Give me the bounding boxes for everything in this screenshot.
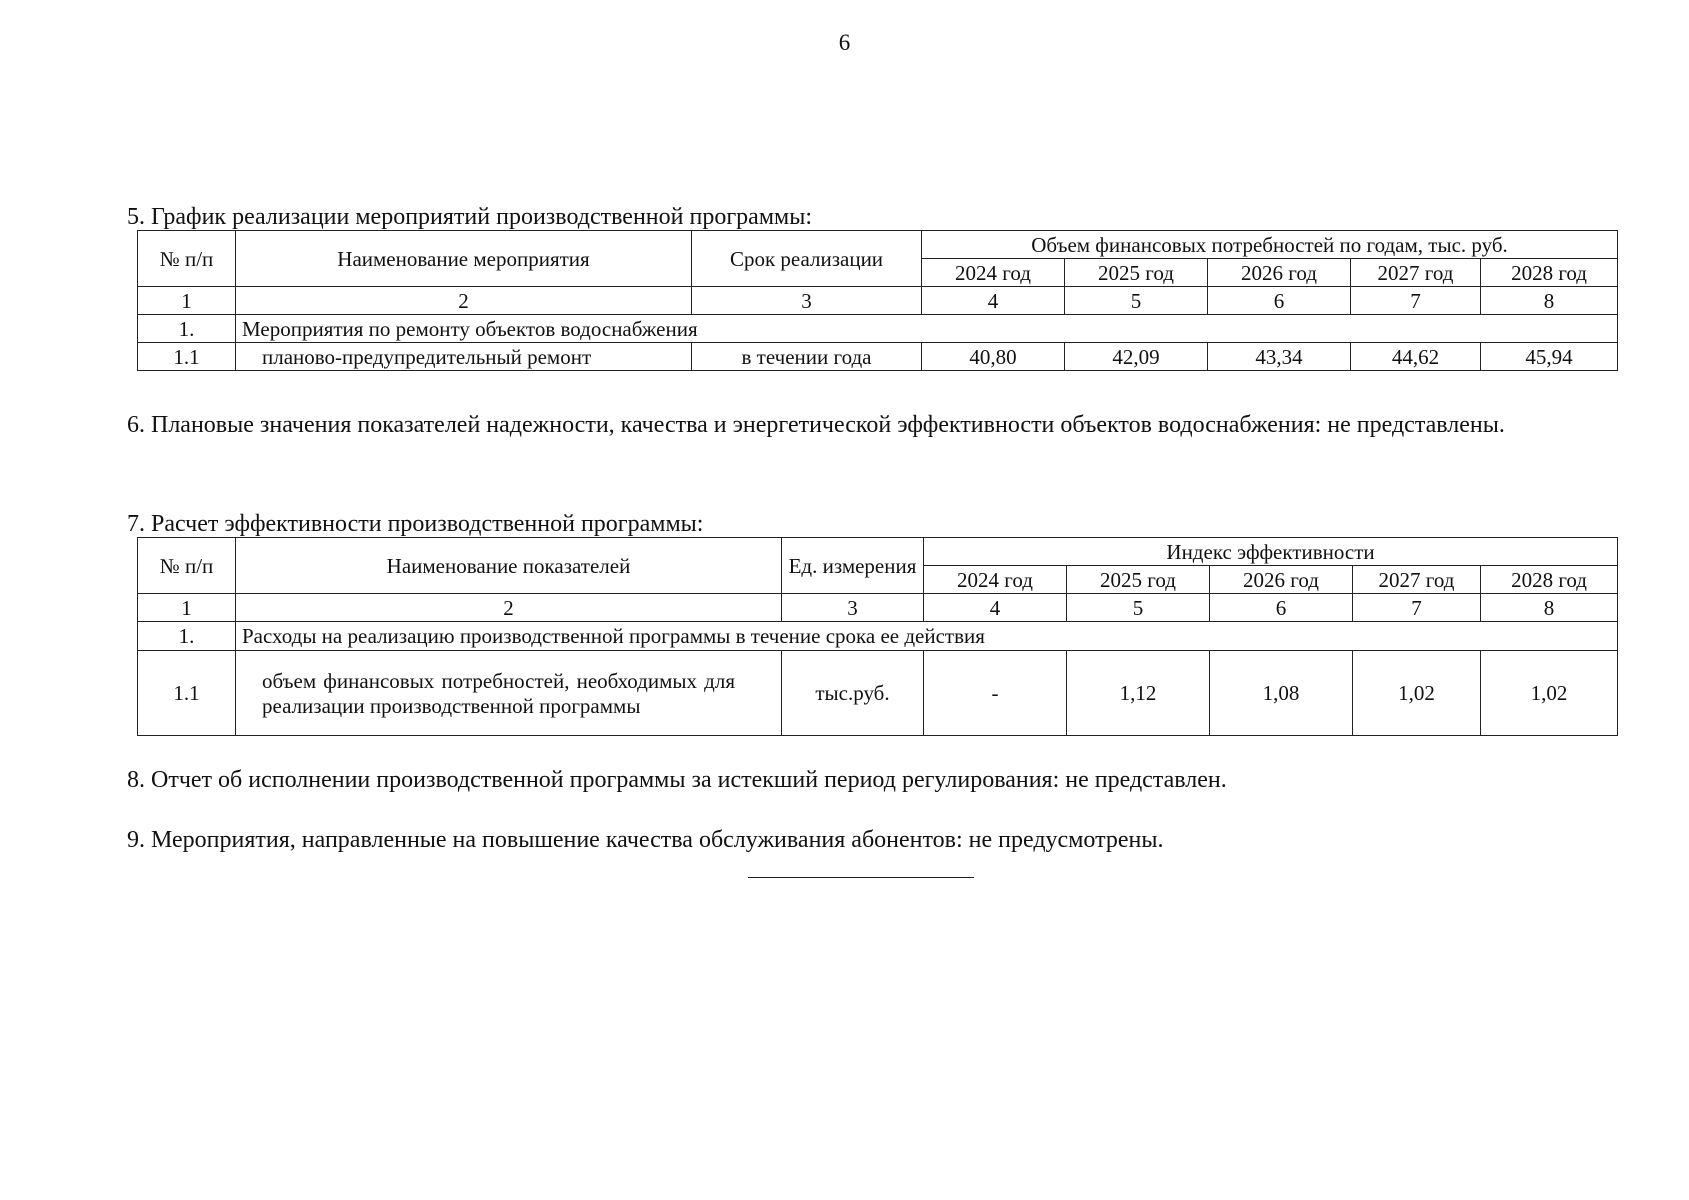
header-num: № п/п bbox=[138, 538, 236, 594]
header-year: 2027 год bbox=[1353, 566, 1481, 594]
column-number: 1 bbox=[138, 594, 236, 622]
column-number: 3 bbox=[782, 594, 924, 622]
item-name: объем финансовых потребностей, необходимых для реализации производственной программы bbox=[236, 651, 782, 736]
header-year: 2024 год bbox=[924, 566, 1067, 594]
section5-title: 5. График реализации мероприятий производственной программы: bbox=[127, 204, 812, 230]
item-value: 42,09 bbox=[1065, 343, 1208, 371]
section9-text: 9. Мероприятия, направленные на повышение качества обслуживания абонентов: не предусмотрены. bbox=[127, 827, 1164, 853]
item-value: 1,02 bbox=[1481, 651, 1618, 736]
item-name: планово-предупредительный ремонт bbox=[236, 343, 692, 371]
section7-title: 7. Расчет эффективности производственной программы: bbox=[127, 511, 704, 537]
efficiency-table bbox=[137, 537, 1618, 736]
header-year: 2028 год bbox=[1481, 259, 1618, 287]
column-number: 6 bbox=[1210, 594, 1353, 622]
group-row bbox=[138, 622, 1618, 651]
header-name: Наименование показателей bbox=[236, 538, 782, 594]
group-num: 1. bbox=[138, 622, 236, 651]
header-year: 2026 год bbox=[1208, 259, 1351, 287]
item-value: 44,62 bbox=[1351, 343, 1481, 371]
header-year: 2028 год bbox=[1481, 566, 1618, 594]
header-year: 2025 год bbox=[1065, 259, 1208, 287]
column-number: 2 bbox=[236, 594, 782, 622]
header-volume: Объем финансовых потребностей по годам, тыс. руб. bbox=[922, 231, 1618, 259]
header-year: 2025 год bbox=[1067, 566, 1210, 594]
item-unit: тыс.руб. bbox=[782, 651, 924, 736]
end-divider bbox=[748, 877, 974, 878]
item-num: 1.1 bbox=[138, 343, 236, 371]
item-value: 43,34 bbox=[1208, 343, 1351, 371]
column-number: 8 bbox=[1481, 594, 1618, 622]
header-num: № п/п bbox=[138, 231, 236, 287]
column-number: 4 bbox=[922, 287, 1065, 315]
section8-text: 8. Отчет об исполнении производственной программы за истекший период регулирования: не представлен. bbox=[127, 767, 1227, 793]
item-value: 1,02 bbox=[1353, 651, 1481, 736]
column-number: 5 bbox=[1065, 287, 1208, 315]
group-name: Мероприятия по ремонту объектов водоснабжения bbox=[236, 315, 1618, 343]
header-year: 2024 год bbox=[922, 259, 1065, 287]
item-value: 1,08 bbox=[1210, 651, 1353, 736]
column-number: 1 bbox=[138, 287, 236, 315]
item-value: 45,94 bbox=[1481, 343, 1618, 371]
group-name: Расходы на реализацию производственной программы в течение срока ее действия bbox=[236, 622, 1618, 651]
header-year: 2026 год bbox=[1210, 566, 1353, 594]
column-number: 4 bbox=[924, 594, 1067, 622]
column-number: 7 bbox=[1353, 594, 1481, 622]
header-unit: Ед. измерения bbox=[782, 538, 924, 594]
column-number: 6 bbox=[1208, 287, 1351, 315]
column-number: 8 bbox=[1481, 287, 1618, 315]
item-value: - bbox=[924, 651, 1067, 736]
header-term: Срок реализации bbox=[692, 231, 922, 287]
table-row bbox=[138, 343, 1618, 371]
column-number: 7 bbox=[1351, 287, 1481, 315]
table-row bbox=[138, 651, 1618, 736]
column-number-row bbox=[138, 287, 1618, 315]
group-row bbox=[138, 315, 1618, 343]
group-num: 1. bbox=[138, 315, 236, 343]
column-number-row bbox=[138, 594, 1618, 622]
header-year: 2027 год bbox=[1351, 259, 1481, 287]
item-num: 1.1 bbox=[138, 651, 236, 736]
item-value: 1,12 bbox=[1067, 651, 1210, 736]
column-number: 5 bbox=[1067, 594, 1210, 622]
page-number: 6 bbox=[838, 30, 851, 55]
schedule-table bbox=[137, 230, 1618, 371]
item-value: 40,80 bbox=[922, 343, 1065, 371]
column-number: 3 bbox=[692, 287, 922, 315]
header-name: Наименование мероприятия bbox=[236, 231, 692, 287]
section6-text: 6. Плановые значения показателей надежности, качества и энергетической эффективности объектов водоснабжения: не представлены. bbox=[127, 412, 1505, 438]
column-number: 2 bbox=[236, 287, 692, 315]
item-term: в течении года bbox=[692, 343, 922, 371]
header-index: Индекс эффективности bbox=[924, 538, 1618, 566]
